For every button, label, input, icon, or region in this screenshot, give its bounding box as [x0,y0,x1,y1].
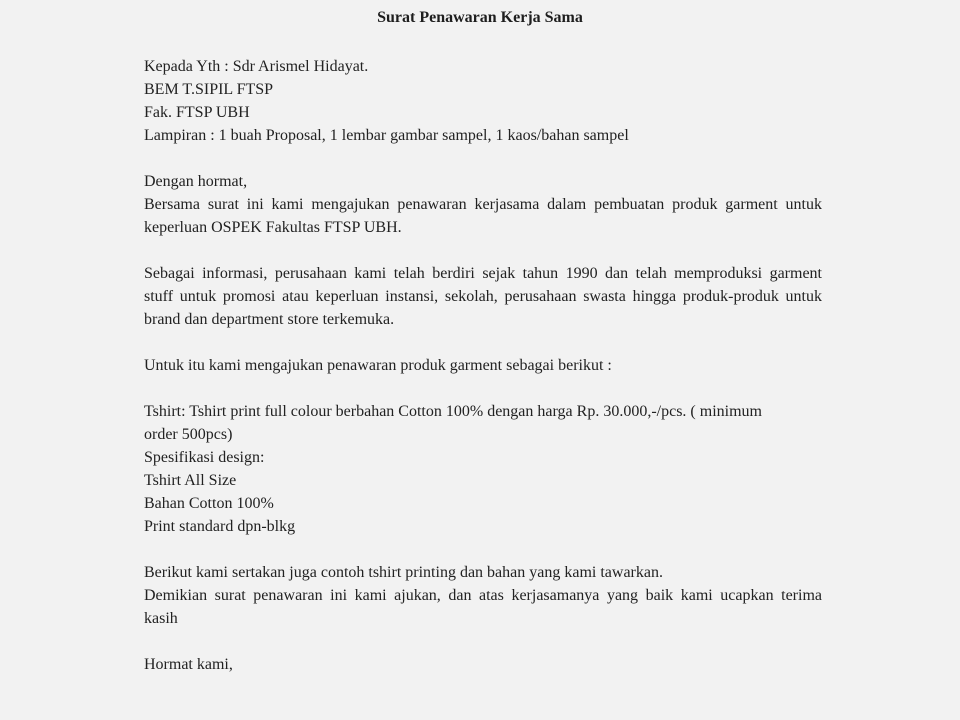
paragraph-gap [144,630,822,653]
offer-spec-print: Print standard dpn-blkg [144,518,296,535]
recipient-to: Kepada Yth : Sdr Arismel Hidayat. [144,58,369,75]
offer-line-2: order 500pcs) [144,426,233,443]
greeting: Dengan hormat, [144,173,248,190]
letter-body [144,55,822,676]
intro-line-2: keperluan OSPEK Fakultas FTSP UBH. [144,219,402,236]
letter-title: Surat Penawaran Kerja Sama [377,9,583,26]
offer-line-1: Tshirt: Tshirt print full colour berbahan Cotton 100% dengan harga Rp. 30.000,-/pcs. ( minimum [144,403,762,420]
offer-spec-heading: Spesifikasi design: [144,449,265,466]
paragraph-gap [144,538,822,561]
offer-intro: Untuk itu kami mengajukan penawaran produk garment sebagai berikut : [144,357,612,374]
signoff: Hormat kami, [144,656,233,673]
closing-line-1: Berikut kami sertakan juga contoh tshirt printing dan bahan yang kami tawarkan. [144,564,663,581]
offer-spec-material: Bahan Cotton 100% [144,495,274,512]
attachments-line: Lampiran : 1 buah Proposal, 1 lembar gambar sampel, 1 kaos/bahan sampel [144,127,629,144]
recipient-org: BEM T.SIPIL FTSP [144,81,274,98]
closing-line-2: Demikian surat penawaran ini kami ajukan, dan atas kerjasamanya yang baik kami ucapkan terima [144,587,822,604]
recipient-faculty: Fak. FTSP UBH [144,104,250,121]
info-line-3: brand dan department store terkemuka. [144,311,395,328]
intro-line-1: Bersama surat ini kami mengajukan penawaran kerjasama dalam pembuatan produk garment untuk [144,196,822,213]
paragraph-gap [144,331,822,354]
paragraph-gap [144,147,822,170]
paragraph-gap [144,377,822,400]
offer-spec-size: Tshirt All Size [144,472,237,489]
info-line-1: Sebagai informasi, perusahaan kami telah berdiri sejak tahun 1990 dan telah memproduksi garment [144,265,822,282]
info-line-2: stuff untuk promosi atau keperluan instansi, sekolah, perusahaan swasta hingga produk-produk untuk [144,288,822,305]
closing-line-3: kasih [144,610,178,627]
paragraph-gap [144,239,822,262]
